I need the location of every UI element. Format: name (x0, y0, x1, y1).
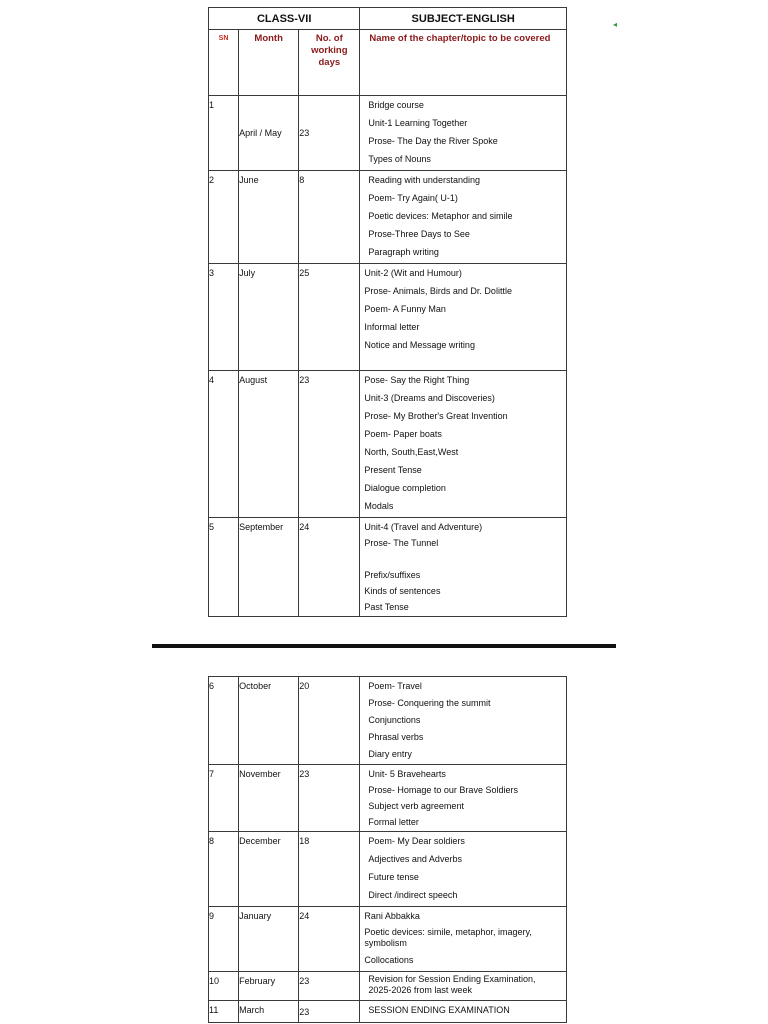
topic-item: Rani Abbakka (364, 911, 420, 921)
row-topics (360, 832, 567, 907)
row-sn: 6 (209, 677, 239, 765)
table-row (209, 972, 567, 1001)
topic-item: Prose- The Day the River Spoke (368, 136, 498, 146)
col-sn-header: SN (209, 30, 239, 96)
green-mark-icon: ◂ (613, 20, 618, 29)
col-topics-header: Name of the chapter/topic to be covered (360, 30, 567, 96)
row-sn: 5 (209, 518, 239, 617)
row-sn: 8 (209, 832, 239, 907)
row-topics (360, 518, 567, 617)
row-month: July (239, 264, 299, 371)
table-row (209, 371, 567, 518)
topic-item: Poetic devices: Metaphor and simile (368, 211, 513, 221)
row-topics (360, 371, 567, 518)
row-days: 18 (299, 832, 360, 907)
topic-item: Prose-Three Days to See (368, 229, 470, 239)
topic-item: Paragraph writing (368, 247, 439, 257)
topic-item: Prose- The Tunnel (364, 538, 439, 548)
row-days: 23 (299, 96, 360, 171)
topic-item: Phrasal verbs (368, 732, 424, 742)
topic-item: Dialogue completion (364, 483, 446, 493)
topic-item: Poem- My Dear soldiers (368, 836, 465, 846)
row-days: 24 (299, 907, 360, 972)
topic-item: Revision for Session Ending Examination, 2025-2026 from last week (368, 974, 536, 995)
topic-item: Bridge course (368, 100, 424, 110)
class-title: CLASS-VII (209, 8, 360, 30)
table-row (209, 832, 567, 907)
row-days: 20 (299, 677, 360, 765)
row-topics (360, 972, 567, 1001)
topic-item: Unit-1 Learning Together (368, 118, 468, 128)
table-row (209, 171, 567, 264)
topic-item: Collocations (364, 955, 414, 965)
topic-item: Informal letter (364, 322, 420, 332)
row-month: November (239, 765, 299, 832)
row-sn: 10 (209, 972, 239, 1001)
syllabus-table-part-2 (208, 676, 567, 1023)
topic-item: Prose- Conquering the summit (368, 698, 491, 708)
table-row (209, 264, 567, 371)
topic-item: Diary entry (368, 749, 412, 759)
row-topics (360, 96, 567, 171)
topic-item: Prose- Homage to our Brave Soldiers (368, 785, 518, 795)
table-row (209, 765, 567, 832)
col-month-header: Month (239, 30, 299, 96)
row-month: October (239, 677, 299, 765)
topic-item: Adjectives and Adverbs (368, 854, 462, 864)
topic-item: North, South,East,West (364, 447, 459, 457)
subject-title: SUBJECT-ENGLISH (360, 8, 567, 30)
topic-item: Poem- Try Again( U-1) (368, 193, 458, 203)
col-days-header: No. of working days (299, 30, 360, 96)
row-month: February (239, 972, 299, 1001)
topic-item: Unit- 5 Bravehearts (368, 769, 446, 779)
row-topics (360, 765, 567, 832)
row-days: 23 (299, 972, 360, 1001)
topic-item: Direct /indirect speech (368, 890, 458, 900)
topic-item (360, 552, 566, 568)
row-days: 25 (299, 264, 360, 371)
topic-item: Prefix/suffixes (364, 570, 421, 580)
topic-item: Prose- Animals, Birds and Dr. Dolittle (364, 286, 512, 296)
table-row (209, 518, 567, 617)
table-row (209, 907, 567, 972)
row-month: June (239, 171, 299, 264)
topic-item: Modals (364, 501, 394, 511)
topic-item: Unit-4 (Travel and Adventure) (364, 522, 483, 532)
topic-item: Future tense (368, 872, 419, 882)
topic-item: Types of Nouns (368, 154, 431, 164)
topic-item: Unit-3 (Dreams and Discoveries) (364, 393, 495, 403)
row-month: April / May (239, 96, 299, 171)
topic-item: Poem- A Funny Man (364, 304, 446, 314)
page-divider (152, 644, 616, 648)
row-sn: 7 (209, 765, 239, 832)
row-topics (360, 264, 567, 371)
row-days: 23 (299, 765, 360, 832)
row-month: August (239, 371, 299, 518)
row-sn: 3 (209, 264, 239, 371)
topic-item: Subject verb agreement (368, 801, 464, 811)
row-sn: 1 (209, 96, 239, 171)
topic-item: Poem- Travel (368, 681, 422, 691)
column-header-row (209, 30, 567, 96)
topic-item: Prose- My Brother's Great Invention (364, 411, 508, 421)
topic-item: Reading with understanding (368, 175, 480, 185)
row-sn: 2 (209, 171, 239, 264)
syllabus-table-part-1 (208, 7, 567, 617)
row-topics (360, 677, 567, 765)
table-row (209, 677, 567, 765)
table-row (209, 96, 567, 171)
topic-item: Pose- Say the Right Thing (364, 375, 470, 385)
topic-item: Poetic devices: simile, metaphor, imagery, symbolism (364, 927, 532, 948)
row-month: March (239, 1001, 299, 1023)
topic-item: Kinds of sentences (364, 586, 441, 596)
topic-item: Poem- Paper boats (364, 429, 442, 439)
topic-item: Formal letter (368, 817, 419, 827)
topic-item: Past Tense (364, 602, 409, 612)
row-month: September (239, 518, 299, 617)
row-days: 8 (299, 171, 360, 264)
topic-item: Present Tense (364, 465, 422, 475)
row-days: 24 (299, 518, 360, 617)
row-days: 23 (299, 1001, 360, 1023)
table-row (209, 1001, 567, 1023)
topic-item: Conjunctions (368, 715, 421, 725)
row-topics (360, 1001, 567, 1023)
row-sn: 9 (209, 907, 239, 972)
topic-item: Notice and Message writing (364, 340, 475, 350)
row-sn: 4 (209, 371, 239, 518)
row-days: 23 (299, 371, 360, 518)
row-sn: 11 (209, 1001, 239, 1023)
topic-item: Unit-2 (Wit and Humour) (364, 268, 462, 278)
row-month: December (239, 832, 299, 907)
row-topics (360, 171, 567, 264)
row-month: January (239, 907, 299, 972)
row-topics (360, 907, 567, 972)
topic-item: SESSION ENDING EXAMINATION (368, 1005, 510, 1015)
